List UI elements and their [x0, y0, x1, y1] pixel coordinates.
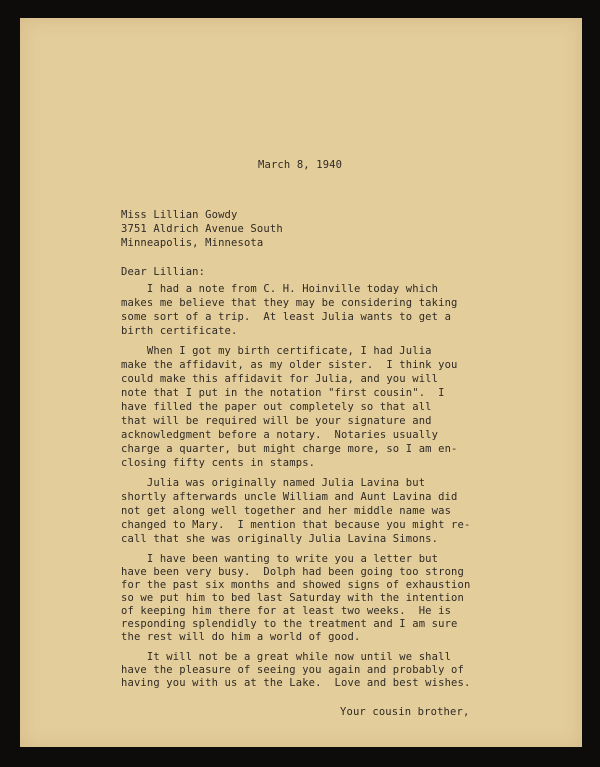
paragraph-line: some sort of a trip. At least Julia wants to get a	[121, 311, 452, 323]
paragraph-line: acknowledgment before a notary. Notaries usually	[121, 429, 439, 441]
paragraph-line: so we put him to bed last Saturday with the intention	[121, 592, 464, 604]
paragraph-line: note that I put in the notation "first cousin". I	[121, 387, 445, 399]
paragraph-line: It will not be a great while now until we shall	[121, 651, 452, 663]
paragraph-line: for the past six months and showed signs of exhaustion	[121, 579, 471, 591]
paragraph-line: have filled the paper out completely so that all	[121, 401, 432, 413]
typed-letter	[20, 18, 582, 747]
paragraph-line: I had a note from C. H. Hoinville today which	[121, 283, 439, 295]
paragraph-line: changed to Mary. I mention that because you might re-	[121, 519, 471, 531]
paragraph-line: make the affidavit, as my older sister. I think you	[121, 359, 458, 371]
paragraph-line: of keeping him there for at least two weeks. He is	[121, 605, 452, 617]
paragraph-line: having you with us at the Lake. Love and best wishes.	[121, 677, 471, 689]
letter-date: March 8, 1940	[258, 159, 343, 171]
salutation: Dear Lillian:	[121, 266, 206, 278]
letter-paper	[20, 18, 582, 747]
paragraph-line: birth certificate.	[121, 325, 238, 337]
paragraph-line: charge a quarter, but might charge more, so I am en-	[121, 443, 458, 455]
recipient-name: Miss Lillian Gowdy	[121, 209, 238, 221]
paragraph-line: could make this affidavit for Julia, and you will	[121, 373, 439, 385]
paragraph-line: responding splendidly to the treatment and I am sure	[121, 618, 458, 630]
recipient-street: 3751 Aldrich Avenue South	[121, 223, 283, 235]
paragraph-line: call that she was originally Julia Lavina Simons.	[121, 533, 439, 545]
paragraph-line: not get along well together and her middle name was	[121, 505, 452, 517]
paragraph-line: that will be required will be your signature and	[121, 415, 432, 427]
recipient-city: Minneapolis, Minnesota	[121, 237, 264, 249]
paragraph-line: I have been wanting to write you a letter but	[121, 553, 439, 565]
paragraph-line: closing fifty cents in stamps.	[121, 457, 316, 469]
paragraph-line: the rest will do him a world of good.	[121, 631, 361, 643]
paragraph-line: makes me believe that they may be considering taking	[121, 297, 458, 309]
paragraph-line: have the pleasure of seeing you again and probably of	[121, 664, 464, 676]
paragraph-line: have been very busy. Dolph had been going too strong	[121, 566, 464, 578]
paragraph-line: Julia was originally named Julia Lavina but	[121, 477, 426, 489]
paragraph-line: shortly afterwards uncle William and Aunt Lavina did	[121, 491, 458, 503]
letter-closing: Your cousin brother,	[340, 706, 470, 718]
paragraph-line: When I got my birth certificate, I had Julia	[121, 345, 432, 357]
